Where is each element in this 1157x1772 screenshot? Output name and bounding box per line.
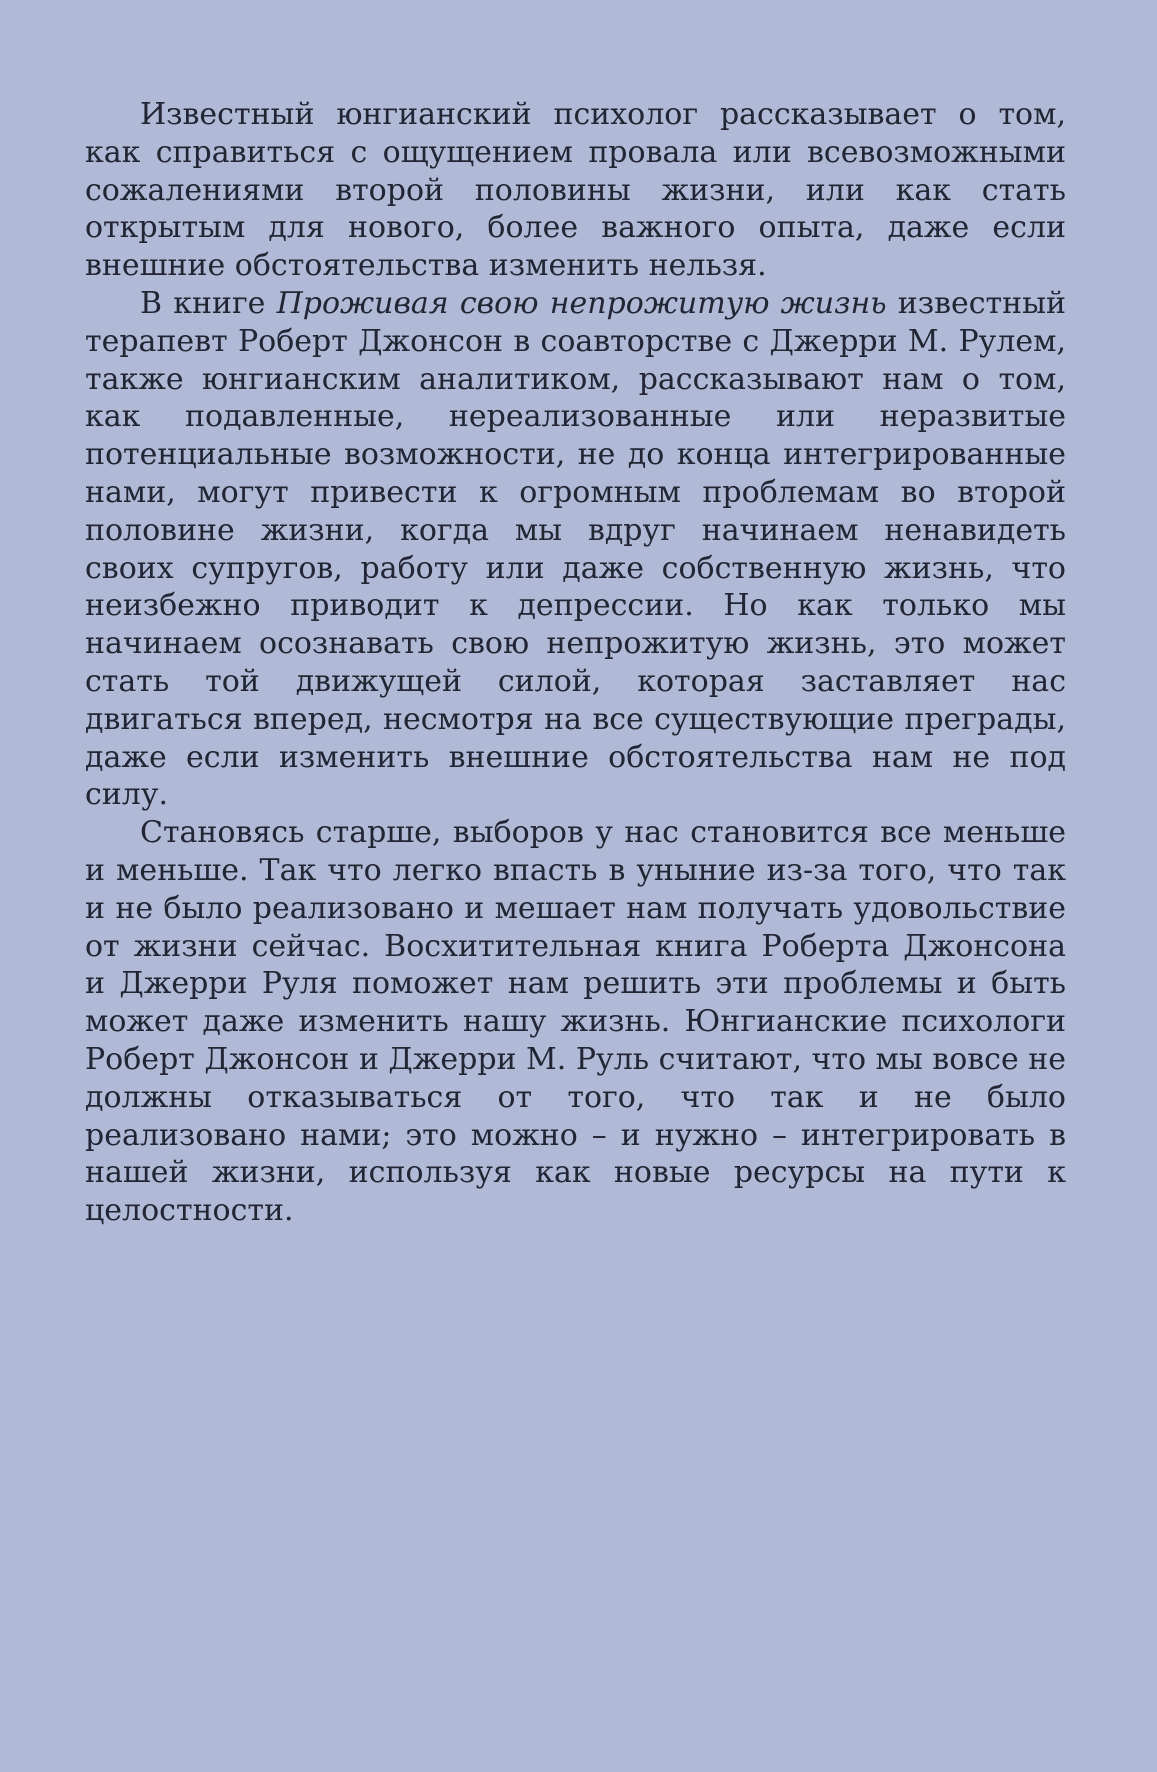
paragraph-3: Становясь старше, выборов у нас становится все меньше и меньше. Так что легко впасть в уныние из-за того, что так и не было реализовано и мешает нам получать удовольствие от жизни сейчас. Восхитительная книга Роберта Джонсона и Джерри Руля поможет нам решить эти проблемы и быть может даже изменить нашу жизнь. Юнгианские психологи Роберт Джонсон и Джерри М. Руль считают, что мы вовсе не должны отказываться от того, что так и не было реализовано нами; это можно – и нужно – интегрировать в нашей жизни, используя как новые ресурсы на пути к целостности. — [85, 815, 1066, 1229]
paragraph-1: Известный юнгианский психолог рассказывает о том, как справиться с ощущением провала или всевозможными сожалениями второй половины жизни, или как стать открытым для нового, более важного опыта, даже если внешние обстоятельства изменить нельзя. — [85, 97, 1066, 284]
paragraph-2 — [85, 285, 1066, 814]
annotation-text — [85, 96, 1066, 1230]
book-title: Проживая свою непрожитую жизнь — [276, 285, 887, 321]
paragraph-2-body: известный терапевт Роберт Джонсон в соавторстве с Джерри М. Рулем, также юнгианским аналитиком, рассказывают нам о том, как подавленные, нереализованные или неразвитые потенциальные возможности, не до конца интегрированные нами, могут привести к огромным проблемам во второй половине жизни, когда мы вдруг начинаем ненавидеть своих супругов, работу или даже собственную жизнь, что неизбежно приводит к депрессии. Но как только мы начинаем осознавать свою непрожитую жизнь, это может стать той движущей силой, которая заставляет нас двигаться вперед, несмотря на все существующие преграды, даже если изменить внешние обстоятельства нам не под силу. — [85, 285, 1066, 813]
paragraph-2-intro: В книге — [140, 285, 277, 321]
